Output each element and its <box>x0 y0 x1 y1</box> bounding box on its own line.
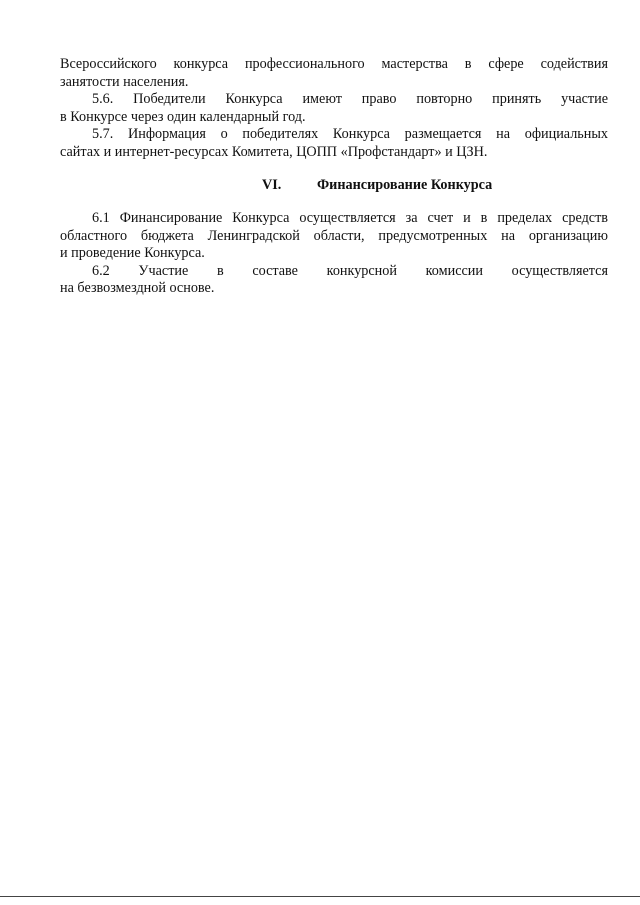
paragraph-line: Всероссийского конкурса профессионального мастерства в сфере содействия <box>60 56 608 72</box>
spacer <box>60 161 608 175</box>
clause-5-7 <box>60 126 608 161</box>
paragraph-line: 5.7. Информация о победителях Конкурса размещается на официальных <box>92 126 608 142</box>
paragraph-line: 5.6. Победители Конкурса имеют право повторно принять участие <box>92 91 608 107</box>
section-title: Финансирование Конкурса <box>317 177 493 193</box>
paragraph-line: 6.1 Финансирование Конкурса осуществляется за счет и в пределах средств <box>92 210 608 226</box>
section-5-continuation <box>60 56 608 91</box>
paragraph-line: сайтах и интернет-ресурсах Комитета, ЦОПП «Профстандарт» и ЦЗН. <box>60 143 488 160</box>
paragraph-line: на безвозмездной основе. <box>60 280 215 296</box>
section-number: VI. <box>262 177 282 193</box>
section-heading <box>60 175 608 195</box>
page-bottom-rule <box>0 896 640 897</box>
clause-5-6 <box>60 91 608 126</box>
document-page <box>60 56 608 298</box>
clause-6-2 <box>60 263 608 298</box>
paragraph-line: в Конкурсе через один календарный год. <box>60 108 306 125</box>
clause-6-1 <box>60 210 608 263</box>
spacer <box>60 195 608 210</box>
paragraph-line: занятости населения. <box>60 73 189 90</box>
paragraph-line: и проведение Конкурса. <box>60 245 205 261</box>
paragraph-line: 6.2 Участие в составе конкурсной комиссии осуществляется <box>92 262 608 279</box>
paragraph-line: областного бюджета Ленинградской области, предусмотренных на организацию <box>60 227 608 244</box>
